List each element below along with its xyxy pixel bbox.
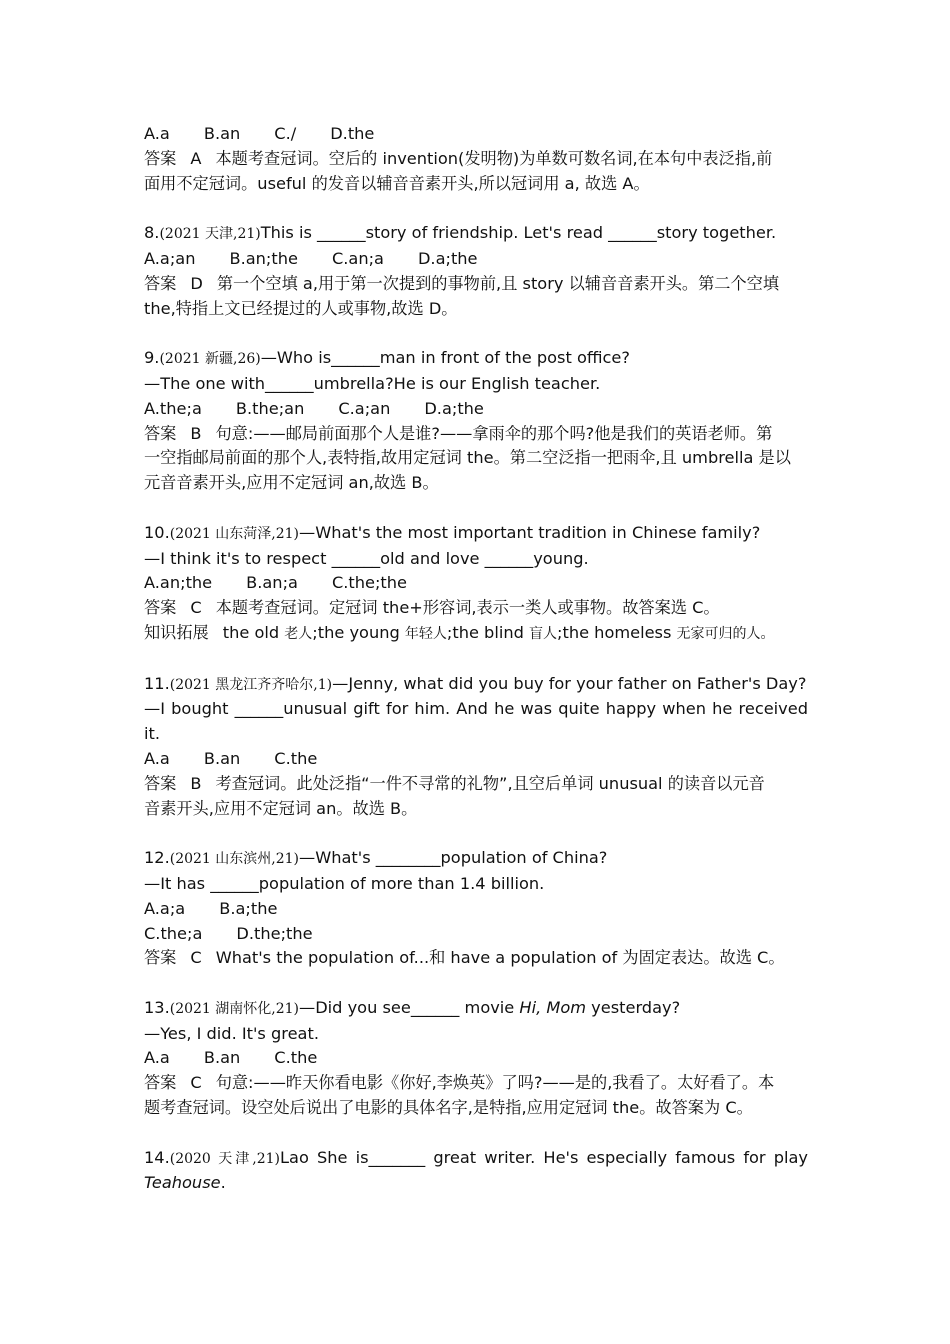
- question-number: 13.: [144, 997, 170, 1017]
- extension-gloss: 老人: [284, 625, 313, 642]
- option: B.an;the: [229, 248, 298, 268]
- option: C.the: [274, 1048, 318, 1068]
- answer-label: 答案: [144, 148, 177, 168]
- question-text: Lao She is_______ great writer. He's especially famous for play: [280, 1147, 808, 1167]
- option: D.the;the: [236, 923, 313, 943]
- extension-gloss: 无家可归的人: [676, 625, 761, 642]
- question-7-answer: [144, 147, 808, 172]
- answer-explanation: 本题考查冠词。定冠词 the+形容词,表示一类人或事物。故答案选 C。: [215, 598, 720, 618]
- extension-text: ;the young: [312, 622, 405, 642]
- answer-label: 答案: [144, 948, 177, 968]
- answer-explanation: 考查冠词。此处泛指“一件不寻常的礼物”,且空后单词 unusual 的读音以元音: [215, 773, 765, 793]
- question-12-stem-reply: —It has ______population of more than 1.4 billion.: [144, 873, 545, 893]
- answer-letter: C: [190, 948, 202, 968]
- answer-label: 答案: [144, 273, 177, 293]
- question-9-stem: [144, 346, 808, 372]
- question-12: [144, 846, 808, 971]
- option: A.the;a: [144, 398, 202, 418]
- answer-label: 答案: [144, 423, 177, 443]
- question-source: (2021 新疆,26): [159, 351, 261, 368]
- option: B.an;a: [246, 573, 298, 593]
- option: A.a: [144, 124, 170, 143]
- question-9: [144, 346, 808, 496]
- question-number: 10.: [144, 522, 170, 542]
- answer-letter: B: [190, 773, 202, 793]
- document-page: [144, 122, 808, 1196]
- question-source: (2020 天津,21): [169, 1150, 280, 1167]
- question-8: [144, 221, 808, 321]
- question-7: [144, 122, 808, 196]
- question-8-answer-cont: the,特指上文已经提过的人或事物,故选 D。: [144, 298, 458, 318]
- question-13-stem: [144, 996, 808, 1022]
- answer-explanation: 句意:——邮局前面那个人是谁?——拿雨伞的那个吗?他是我们的英语老师。第: [215, 423, 773, 443]
- play-title: Teahouse: [144, 1173, 221, 1193]
- option: B.an: [203, 1048, 241, 1068]
- answer-explanation: What's the population of...和 have a population of 为固定表达。故选 C。: [215, 948, 785, 968]
- question-source: (2021 湖南怀化,21): [169, 1000, 300, 1017]
- question-9-answer-cont: 一空指邮局前面的那个人,表特指,故用定冠词 the。第二空泛指一把雨伞,且 umbrella 是以: [144, 448, 791, 468]
- question-9-stem-reply: —The one with______umbrella?He is our English teacher.: [144, 373, 601, 393]
- question-10-stem: [144, 521, 808, 547]
- option: C.the;a: [144, 923, 203, 943]
- question-text: —What's the most important tradition in Chinese family?: [299, 522, 761, 542]
- question-12-answer: [144, 946, 808, 971]
- option: A.a;an: [144, 248, 196, 268]
- question-11-answer-cont: 音素开头,应用不定冠词 an。故选 B。: [144, 798, 418, 818]
- question-12-options-row2: [144, 922, 808, 947]
- extension-text: 。: [760, 625, 775, 642]
- option: C./: [274, 124, 297, 143]
- question-11-answer: [144, 772, 808, 797]
- question-13: [144, 996, 808, 1121]
- question-text: —Who is______man in front of the post office?: [260, 348, 630, 368]
- extension-text: ;the blind: [446, 622, 530, 642]
- question-number: 11.: [144, 673, 170, 693]
- answer-label: 答案: [144, 598, 177, 618]
- option: A.an;the: [144, 573, 213, 593]
- question-number: 8.: [144, 223, 160, 243]
- option: D.a;the: [424, 398, 484, 418]
- question-7-answer-cont: 面用不定冠词。useful 的发音以辅音音素开头,所以冠词用 a, 故选 A。: [144, 173, 650, 193]
- question-text: —Jenny, what did you buy for your father on Father's Day?: [332, 673, 807, 693]
- question-10-stem-reply: —I think it's to respect ______old and love ______young.: [144, 548, 589, 568]
- question-12-stem: [144, 846, 808, 872]
- answer-letter: B: [190, 423, 202, 443]
- movie-title: Hi, Mom: [519, 997, 587, 1017]
- answer-letter: A: [190, 148, 202, 168]
- answer-label: 答案: [144, 1073, 177, 1093]
- option: D.the: [330, 124, 375, 143]
- question-13-options: [144, 1046, 808, 1071]
- question-13-answer: [144, 1071, 808, 1096]
- option: C.the: [274, 748, 318, 768]
- question-8-answer: [144, 272, 808, 297]
- question-source: (2021 山东滨州,21): [169, 851, 300, 868]
- option: B.an: [203, 748, 241, 768]
- question-text: .: [220, 1173, 226, 1193]
- question-text: yesterday?: [586, 997, 681, 1017]
- answer-letter: C: [190, 1073, 202, 1093]
- question-10-answer: [144, 596, 808, 621]
- question-9-answer-cont: 元音音素开头,应用不定冠词 an,故选 B。: [144, 473, 439, 493]
- question-7-options: [144, 122, 808, 147]
- question-10-knowledge-extension: [144, 621, 808, 647]
- question-13-stem-reply: —Yes, I did. It's great.: [144, 1023, 319, 1043]
- question-8-options: [144, 247, 808, 272]
- question-11-stem: [144, 672, 808, 698]
- option: A.a: [144, 1048, 170, 1068]
- option: A.a: [144, 748, 170, 768]
- answer-explanation: 第一个空填 a,用于第一次提到的事物前,且 story 以辅音音素开头。第二个空填: [216, 273, 780, 293]
- question-number: 14.: [144, 1147, 170, 1167]
- question-13-answer-cont: 题考查冠词。设空处后说出了电影的具体名字,是特指,应用定冠词 the。故答案为 C。: [144, 1098, 753, 1118]
- question-11-options: [144, 747, 808, 772]
- question-source: (2021 天津,21): [159, 226, 261, 243]
- question-source: (2021 山东菏泽,21): [169, 525, 300, 542]
- question-text: —Did you see______ movie: [299, 997, 520, 1017]
- question-12-options-row1: [144, 897, 808, 922]
- extension-text: ;the homeless: [557, 622, 677, 642]
- option: B.an: [203, 124, 241, 143]
- extension-text: the old: [222, 622, 285, 642]
- option: A.a;a: [144, 898, 186, 918]
- question-text: —What's ________population of China?: [299, 848, 608, 868]
- answer-label: 答案: [144, 773, 177, 793]
- question-10: [144, 521, 808, 647]
- answer-letter: D: [190, 273, 203, 293]
- option: D.a;the: [417, 248, 478, 268]
- question-9-options: [144, 397, 808, 422]
- option: B.a;the: [219, 898, 278, 918]
- extension-label: 知识拓展: [144, 622, 209, 642]
- question-14: [144, 1146, 808, 1197]
- option: C.a;an: [338, 398, 391, 418]
- question-11-stem-reply: —I bought ______unusual gift for him. And he was quite happy when he received it.: [144, 699, 808, 744]
- option: C.an;a: [331, 248, 384, 268]
- question-number: 12.: [144, 848, 170, 868]
- question-11: [144, 672, 808, 822]
- answer-letter: C: [190, 598, 202, 618]
- option: C.the;the: [331, 573, 407, 593]
- answer-explanation: 句意:——昨天你看电影《你好,李焕英》了吗?——是的,我看了。太好看了。本: [215, 1073, 775, 1093]
- option: B.the;an: [235, 398, 305, 418]
- question-source: (2021 黑龙江齐齐哈尔,1): [169, 676, 333, 693]
- extension-gloss: 盲人: [529, 625, 558, 642]
- question-number: 9.: [144, 348, 160, 368]
- question-8-stem: [144, 221, 808, 247]
- question-10-options: [144, 571, 808, 596]
- question-14-stem: [144, 1146, 808, 1197]
- extension-gloss: 年轻人: [404, 625, 447, 642]
- question-9-answer: [144, 422, 808, 447]
- question-text: This is ______story of friendship. Let's read ______story together.: [260, 223, 777, 243]
- answer-explanation: 本题考查冠词。空后的 invention(发明物)为单数可数名词,在本句中表泛指,前: [215, 148, 773, 168]
